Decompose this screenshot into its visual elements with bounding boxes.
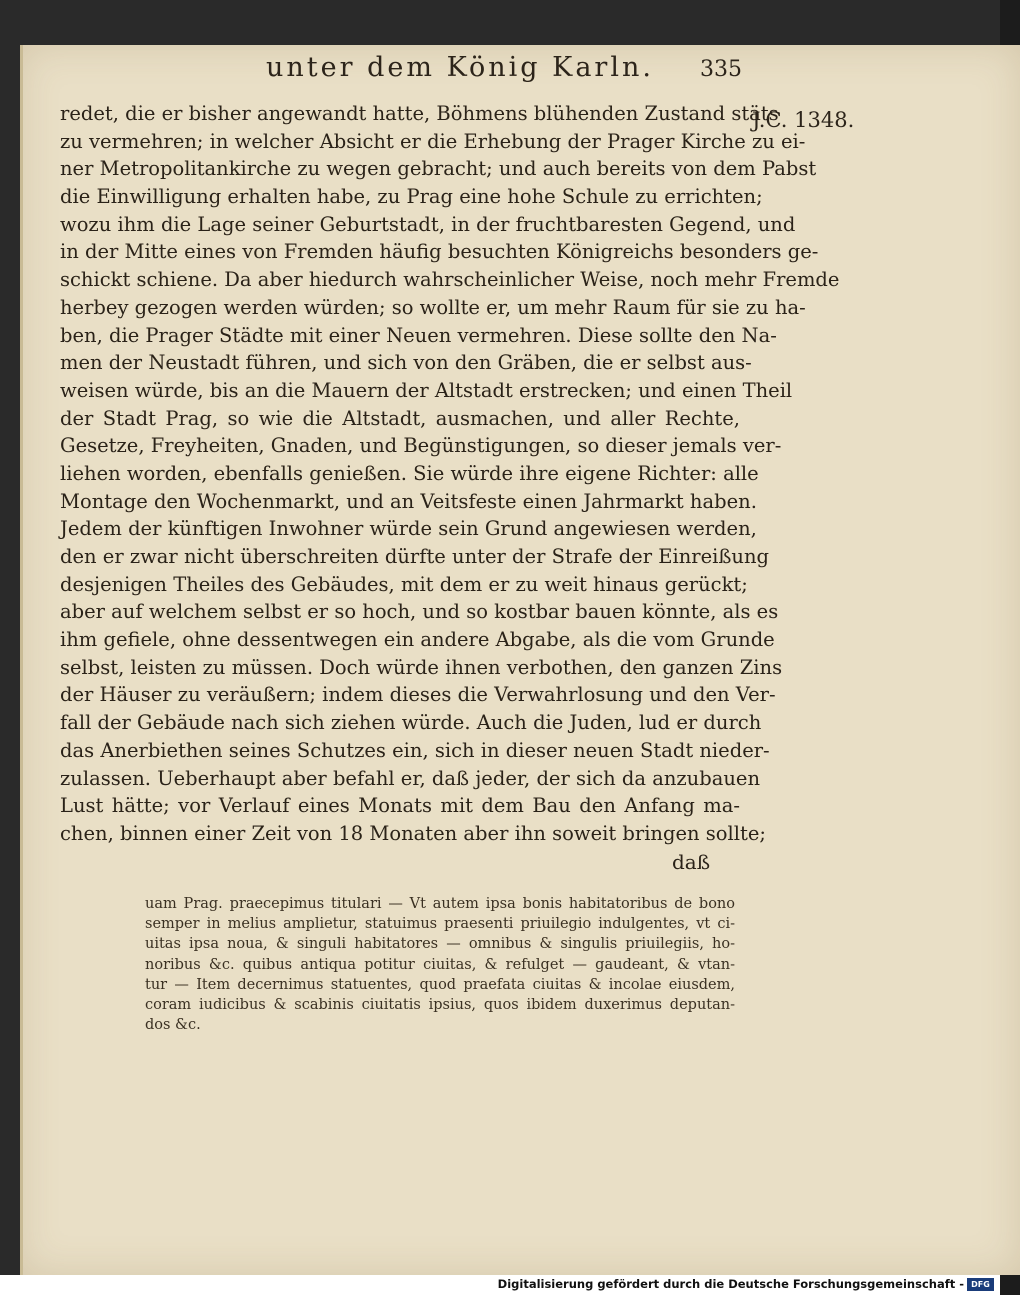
body-line: chen, binnen einer Zeit von 18 Monaten aber ihn soweit bringen sollte; (60, 821, 766, 845)
footer-bar (0, 1275, 1000, 1295)
footnote-line: uitas ipsa noua, & singuli habitatores — omnibus & singulis priuilegiis, ho- (145, 936, 735, 953)
body-line: desjenigen Theiles des Gebäudes, mit dem er zu weit hinaus gerückt; (60, 572, 748, 596)
body-line: wozu ihm die Lage seiner Geburtstadt, in der fruchtbaresten Gegend, und (60, 212, 796, 236)
body-line: Jedem der künftigen Inwohner würde sein Grund angewiesen werden, (60, 517, 757, 541)
body-line: ner Metropolitankirche zu wegen gebracht; und auch bereits von dem Pabst (60, 157, 817, 181)
margin-note-year: J.C. 1348. (752, 108, 855, 132)
body-line: Montage den Wochenmarkt, und an Veitsfeste einen Jahrmarkt haben. (60, 489, 757, 513)
dfg-logo-icon: DFG (967, 1278, 994, 1291)
body-line: den er zwar nicht überschreiten dürfte unter der Strafe der Einreißung (60, 545, 769, 568)
body-line: in der Mitte eines von Fremden häufig besuchten Königreichs besonders ge- (60, 240, 819, 264)
body-line: ben, die Prager Städte mit einer Neuen vermehren. Diese sollte den Na- (60, 323, 777, 347)
footnote-line: uam Prag. praecepimus titulari — Vt autem ipsa bonis habitatoribus de bono (145, 896, 735, 912)
body-line: das Anerbiethen seines Schutzes ein, sich in dieser neuen Stadt nieder- (60, 738, 770, 762)
page-number: 335 (700, 57, 742, 82)
body-line: aber auf welchem selbst er so hoch, und so kostbar bauen könnte, als es (60, 600, 779, 624)
body-line: der Häuser zu veräußern; indem dieses die Verwahrlosung und den Ver- (60, 683, 776, 707)
body-line: men der Neustadt führen, und sich von den Gräben, die er selbst aus- (60, 351, 752, 375)
body-line: ihm gefiele, ohne dessentwegen ein andere Abgabe, als die vom Grunde (60, 628, 775, 652)
body-line: Gesetze, Freyheiten, Gnaden, und Begünstigungen, so dieser jemals ver- (60, 434, 782, 458)
page-edge (20, 45, 23, 1275)
footnote-line: semper in melius amplietur, statuimus praesenti priuilegio indulgentes, vt ci- (145, 916, 735, 933)
footnote-line: noribus &c. quibus antiqua potitur ciuitas, & refulget — gaudeant, & vtan- (145, 956, 735, 973)
body-line: selbst, leisten zu müssen. Doch würde ihnen verbothen, den ganzen Zins (60, 655, 783, 679)
catchword: daß (672, 850, 711, 874)
body-line: fall der Gebäude nach sich ziehen würde. Auch die Juden, lud er durch (60, 711, 762, 735)
footnote-line: tur — Item decernimus statuentes, quod praefata ciuitas & incolae eiusdem, (145, 976, 735, 993)
funding-credit: Digitalisierung gefördert durch die Deutsche Forschungsgemeinschaft - (497, 1277, 964, 1291)
body-line: der Stadt Prag, so wie die Altstadt, ausmachen, und aller Rechte, (60, 406, 740, 430)
footnote-line: dos &c. (145, 1017, 201, 1034)
footnote (145, 894, 735, 1035)
body-line: herbey gezogen werden würden; so wollte er, um mehr Raum für sie zu ha- (60, 295, 806, 319)
body-line: die Einwilligung erhalten habe, zu Prag eine hohe Schule zu errichten; (60, 185, 763, 209)
body-line: weisen würde, bis an die Mauern der Altstadt erstrecken; und einen Theil (60, 378, 793, 402)
body-line: zu vermehren; in welcher Absicht er die Erhebung der Prager Kirche zu ei- (60, 129, 806, 153)
footnote-line: coram iudicibus & scabinis ciuitatis ipsius, quos ibidem duxerimus deputan- (145, 996, 735, 1013)
body-line: redet, die er bisher angewandt hatte, Böhmens blühenden Zustand stäts (60, 102, 779, 125)
body-line: zulassen. Ueberhaupt aber befahl er, daß jeder, der sich da anzubauen (60, 766, 761, 790)
running-head: unter dem König Karln. (266, 52, 654, 83)
body-line: schickt schiene. Da aber hiedurch wahrscheinlicher Weise, noch mehr Fremde (60, 268, 840, 292)
body-line: liehen worden, ebenfalls genießen. Sie würde ihre eigene Richter: alle (60, 461, 759, 485)
body-line: Lust hätte; vor Verlauf eines Monats mit dem Bau den Anfang ma- (60, 794, 740, 818)
